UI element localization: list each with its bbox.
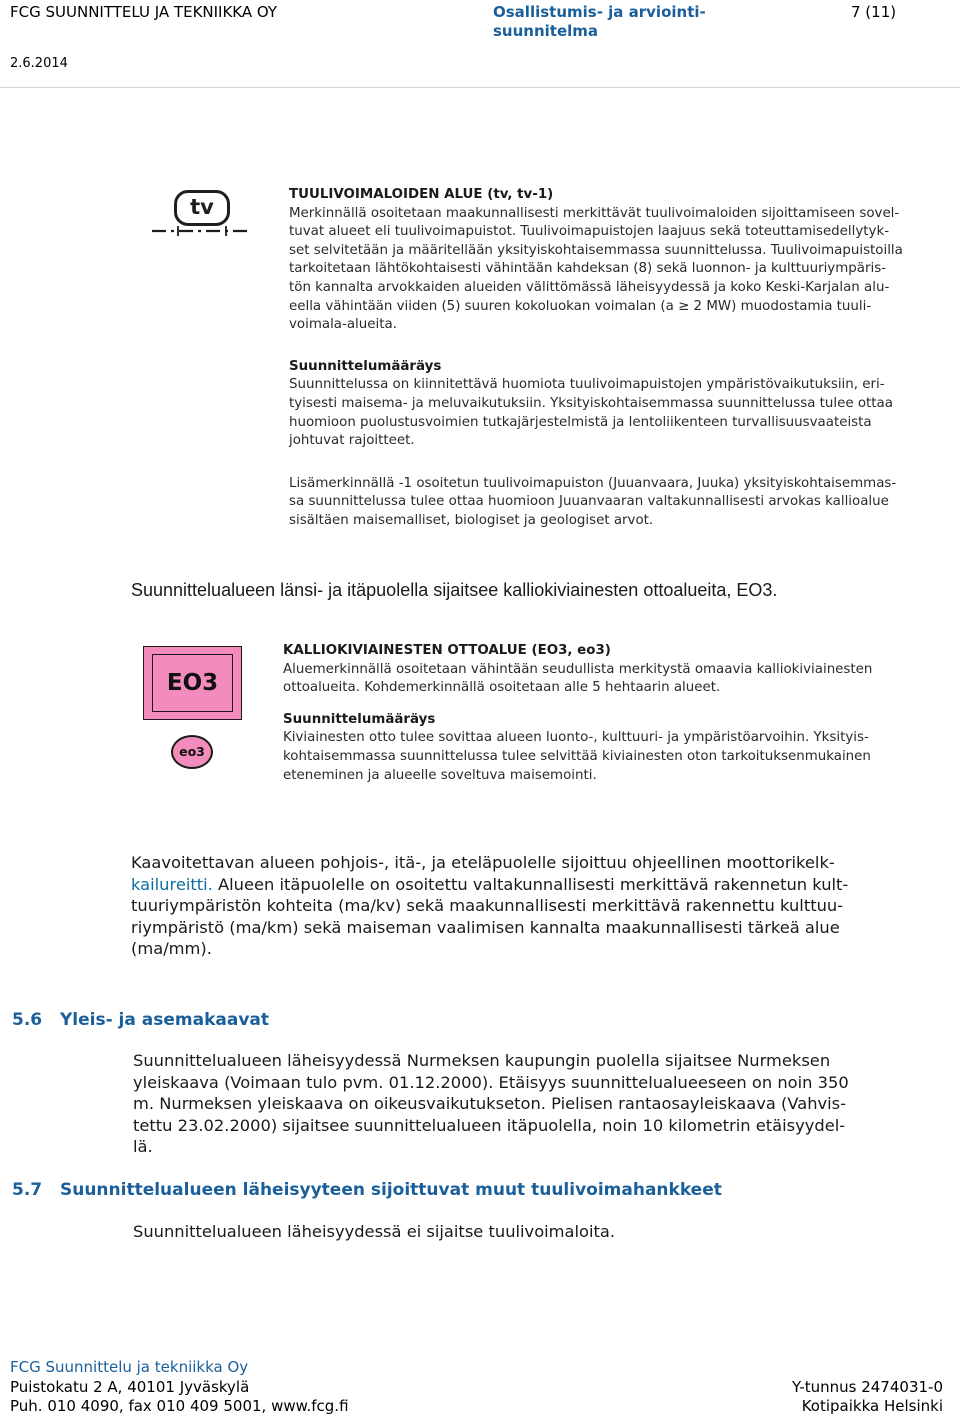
dash-dot-line-icon (148, 186, 256, 248)
paragraph-line: riympäristö (ma/km) sekä maiseman vaalimisen kannalta maakunnallisesti tärkeä alue (131, 917, 840, 937)
paragraph-link-text: kailureitti. (131, 874, 213, 894)
paragraph-line: m. Nurmeksen yleiskaava on oikeusvaikutukseton. Pielisen rantaosayleiskaava (Vahvis- (133, 1094, 847, 1114)
header-title-line1: Osallistumis- ja arviointi- (493, 3, 706, 21)
section-title: Suunnittelualueen läheisyyteen sijoittuvat muut tuulivoimahankkeet (59, 1180, 722, 1200)
section-5-7-body: Suunnittelualueen läheisyydessä ei sijaitse tuulivoimaloita. (133, 1222, 616, 1241)
paragraph-line (131, 874, 951, 896)
header-page-number: 7 (11) (851, 3, 897, 21)
paragraph-line: Kaavoitettavan alueen pohjois-, itä-, ja eteläpuolelle sijoittuu ohjeellinen moottorikelk- (131, 853, 835, 872)
eo3-area-symbol (143, 646, 242, 720)
tv-legend-text (289, 186, 955, 531)
paragraph-line: lä. (133, 1137, 153, 1157)
tv-legend-line: tuvat alueet eli tuulivoimapuistot. Tuulivoimapuistojen laajuus sekä toteuttamisedellytyk- (289, 224, 890, 240)
header-date: 2.6.2014 (10, 56, 68, 71)
section-number: 5.6 (12, 1010, 43, 1030)
eo3-legend-line: ottoalueita. Kohdemerkinnällä osoitetaan alle 5 hehtaarin alueet. (283, 680, 721, 696)
section-title: Yleis- ja asemakaavat (59, 1010, 270, 1030)
section-5-7-heading (12, 1180, 722, 1200)
eo3-point-symbol: eo3 (171, 735, 213, 769)
tv-legend-line: Merkinnällä osoitetaan maakunnallisesti merkittävät tuulivoimaloiden sijoittamiseen sovel- (289, 205, 900, 221)
eo3-regulation-line: Kiviainesten otto tulee sovittaa alueen luonto-, kulttuuri- ja ympäristöarvoihin. Yksityis- (283, 730, 869, 746)
eo3-legend-heading: KALLIOKIVIAINESTEN OTTOALUE (EO3, eo3) (283, 643, 611, 658)
tv-legend-line: eella vähintään viiden (5) suuren kokoluokan voimalan (a ≥ 2 MW) muodostamia tuuli- (289, 298, 872, 314)
paragraph-line: Suunnittelualueen läheisyydessä Nurmeksen kaupungin puolella sijaitsee Nurmeksen (133, 1051, 831, 1070)
footer-contact: Puh. 010 4090, fax 010 409 5001, www.fcg.fi (10, 1397, 349, 1415)
eo3-legend-line: Aluemerkinnällä osoitetaan vähintään seudullista merkitystä omaavia kalliokiviainesten (283, 661, 873, 677)
tv-extra-line: sisältäen maisemalliset, biologiset ja geologiset arvot. (289, 512, 654, 528)
tv-legend-line: set selvitetään ja määritellään yksityiskohtaisemmassa suunnittelussa. Tuulivoimapuistoilla (289, 242, 903, 258)
section-5-6-heading (12, 1010, 269, 1030)
section-5-6-body (133, 1050, 951, 1158)
header-company: FCG SUUNNITTELU JA TEKNIIKKA OY (10, 3, 278, 21)
footer-business-id: Y-tunnus 2474031-0 (791, 1378, 943, 1396)
tv-legend-line: voimala-alueita. (289, 317, 397, 333)
tv-regulation-line: johtuvat rajoitteet. (289, 433, 415, 449)
tv-extra-line: Lisämerkinnällä -1 osoitetun tuulivoimapuiston (Juuanvaara, Juuka) yksityiskohtaisemmas- (289, 475, 897, 491)
tv-symbol-label: tv (174, 190, 230, 226)
eo3-legend-text (283, 642, 953, 785)
eo3-regulation-line: kohtaisemmassa suunnittelussa tulee selvittää kiviainesten oton tarkoituksenmukainen (283, 748, 871, 764)
tv-legend-heading: TUULIVOIMALOIDEN ALUE (tv, tv-1) (289, 187, 554, 202)
paragraph-line: yleiskaava (Voimaan tulo pvm. 01.12.2000). Etäisyys suunnittelualueeseen on noin 350 (133, 1072, 849, 1092)
paragraph-line: tettu 23.02.2000) sijaitsee suunnittelualueen itäpuolella, noin 10 kilometrin etäisyydel- (133, 1115, 846, 1135)
tv-regulation-line: huomioon puolustusvoimien tutkajärjestelmistä ja lentoliikenteen turvallisuusvaateista (289, 414, 872, 430)
tv-legend-line: tön kannalta arvokkaiden alueiden välittömässä läheisyydessä ja koko Keski-Karjalan alu- (289, 279, 890, 295)
tv-legend-symbol (148, 186, 256, 248)
paragraph-eo3-intro: Suunnittelualueen länsi- ja itäpuolella sijaitsee kalliokiviainesten ottoalueita, EO3. (131, 580, 778, 600)
footer-address: Puistokatu 2 A, 40101 Jyväskylä (10, 1378, 250, 1396)
tv-extra-line: sa suunnittelussa tulee ottaa huomioon Juuanvaaran valtakunnallisesti arvokas kallioalue (289, 494, 889, 510)
paragraph-line: tuuriympäristön kohteita (ma/kv) sekä maakunnallisesti merkittävä rakennettu kulttuu- (131, 896, 844, 916)
tv-regulation-line: tyisesti maisema- ja meluvaikutuksiin. Yksityiskohtaisemmassa suunnittelussa tulee ottaa (289, 395, 893, 411)
header-title-line2: suunnitelma (493, 22, 599, 40)
tv-regulation-heading: Suunnittelumääräys (289, 358, 442, 374)
section-number: 5.7 (12, 1180, 43, 1200)
paragraph-line: (ma/mm). (131, 939, 212, 959)
header-divider (0, 87, 960, 88)
paragraph-surroundings (131, 852, 951, 960)
footer-company: FCG Suunnittelu ja tekniikka Oy (10, 1358, 249, 1376)
tv-legend-line: tarkoitetaan lähtökohtaisesti vähintään kahdeksan (8) sekä luonnon- ja kulttuuriympäris- (289, 261, 887, 277)
footer-domicile: Kotipaikka Helsinki (801, 1397, 943, 1415)
eo3-regulation-line: eteneminen ja alueelle soveltuva maisemointi. (283, 767, 597, 783)
eo3-area-label: EO3 (152, 654, 233, 712)
header-document-title (493, 3, 733, 41)
paragraph-text: Alueen itäpuolelle on osoitettu valtakunnallisesti merkittävä rakennetun kult- (212, 874, 849, 894)
tv-regulation-line: Suunnittelussa on kiinnitettävä huomiota tuulivoimapuistojen ympäristövaikutuksiin, eri- (289, 377, 885, 393)
eo3-regulation-heading: Suunnittelumääräys (283, 711, 436, 727)
